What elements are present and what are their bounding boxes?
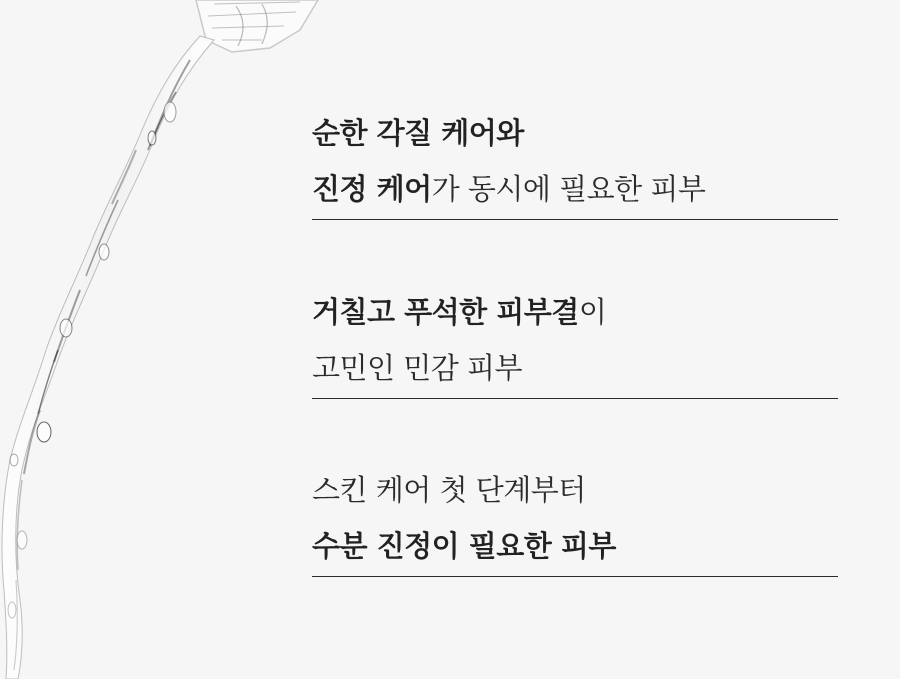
benefit-2-line-2 (312, 340, 838, 396)
benefit-block-3 (312, 462, 838, 577)
benefit-2-line-1-regular: 이 (578, 295, 607, 329)
water-stream (2, 36, 214, 679)
pouring-water-illustration (0, 0, 340, 679)
benefit-1-line-1-bold: 순한 각질 케어와 (312, 116, 524, 150)
benefit-3-line-1-regular: 스킨 케어 첫 단계부터 (312, 473, 586, 507)
bottle-neck (196, 0, 318, 52)
benefit-3-line-1 (312, 462, 838, 518)
benefit-3-line-2-bold: 수분 진정이 필요한 피부 (312, 529, 616, 563)
benefit-1-line-1 (312, 105, 838, 161)
benefit-block-1 (312, 105, 838, 220)
benefit-2-line-1 (312, 284, 838, 340)
benefit-1-line-2 (312, 161, 838, 217)
benefit-1-line-2-regular: 가 동시에 필요한 피부 (431, 172, 706, 206)
benefit-1-line-2-bold: 진정 케어 (312, 172, 432, 206)
benefit-3-line-2 (312, 518, 838, 574)
benefit-2-line-1-bold: 거칠고 푸석한 피부결 (312, 295, 579, 329)
benefit-2-line-2-regular: 고민인 민감 피부 (312, 351, 523, 385)
benefit-block-2 (312, 284, 838, 399)
